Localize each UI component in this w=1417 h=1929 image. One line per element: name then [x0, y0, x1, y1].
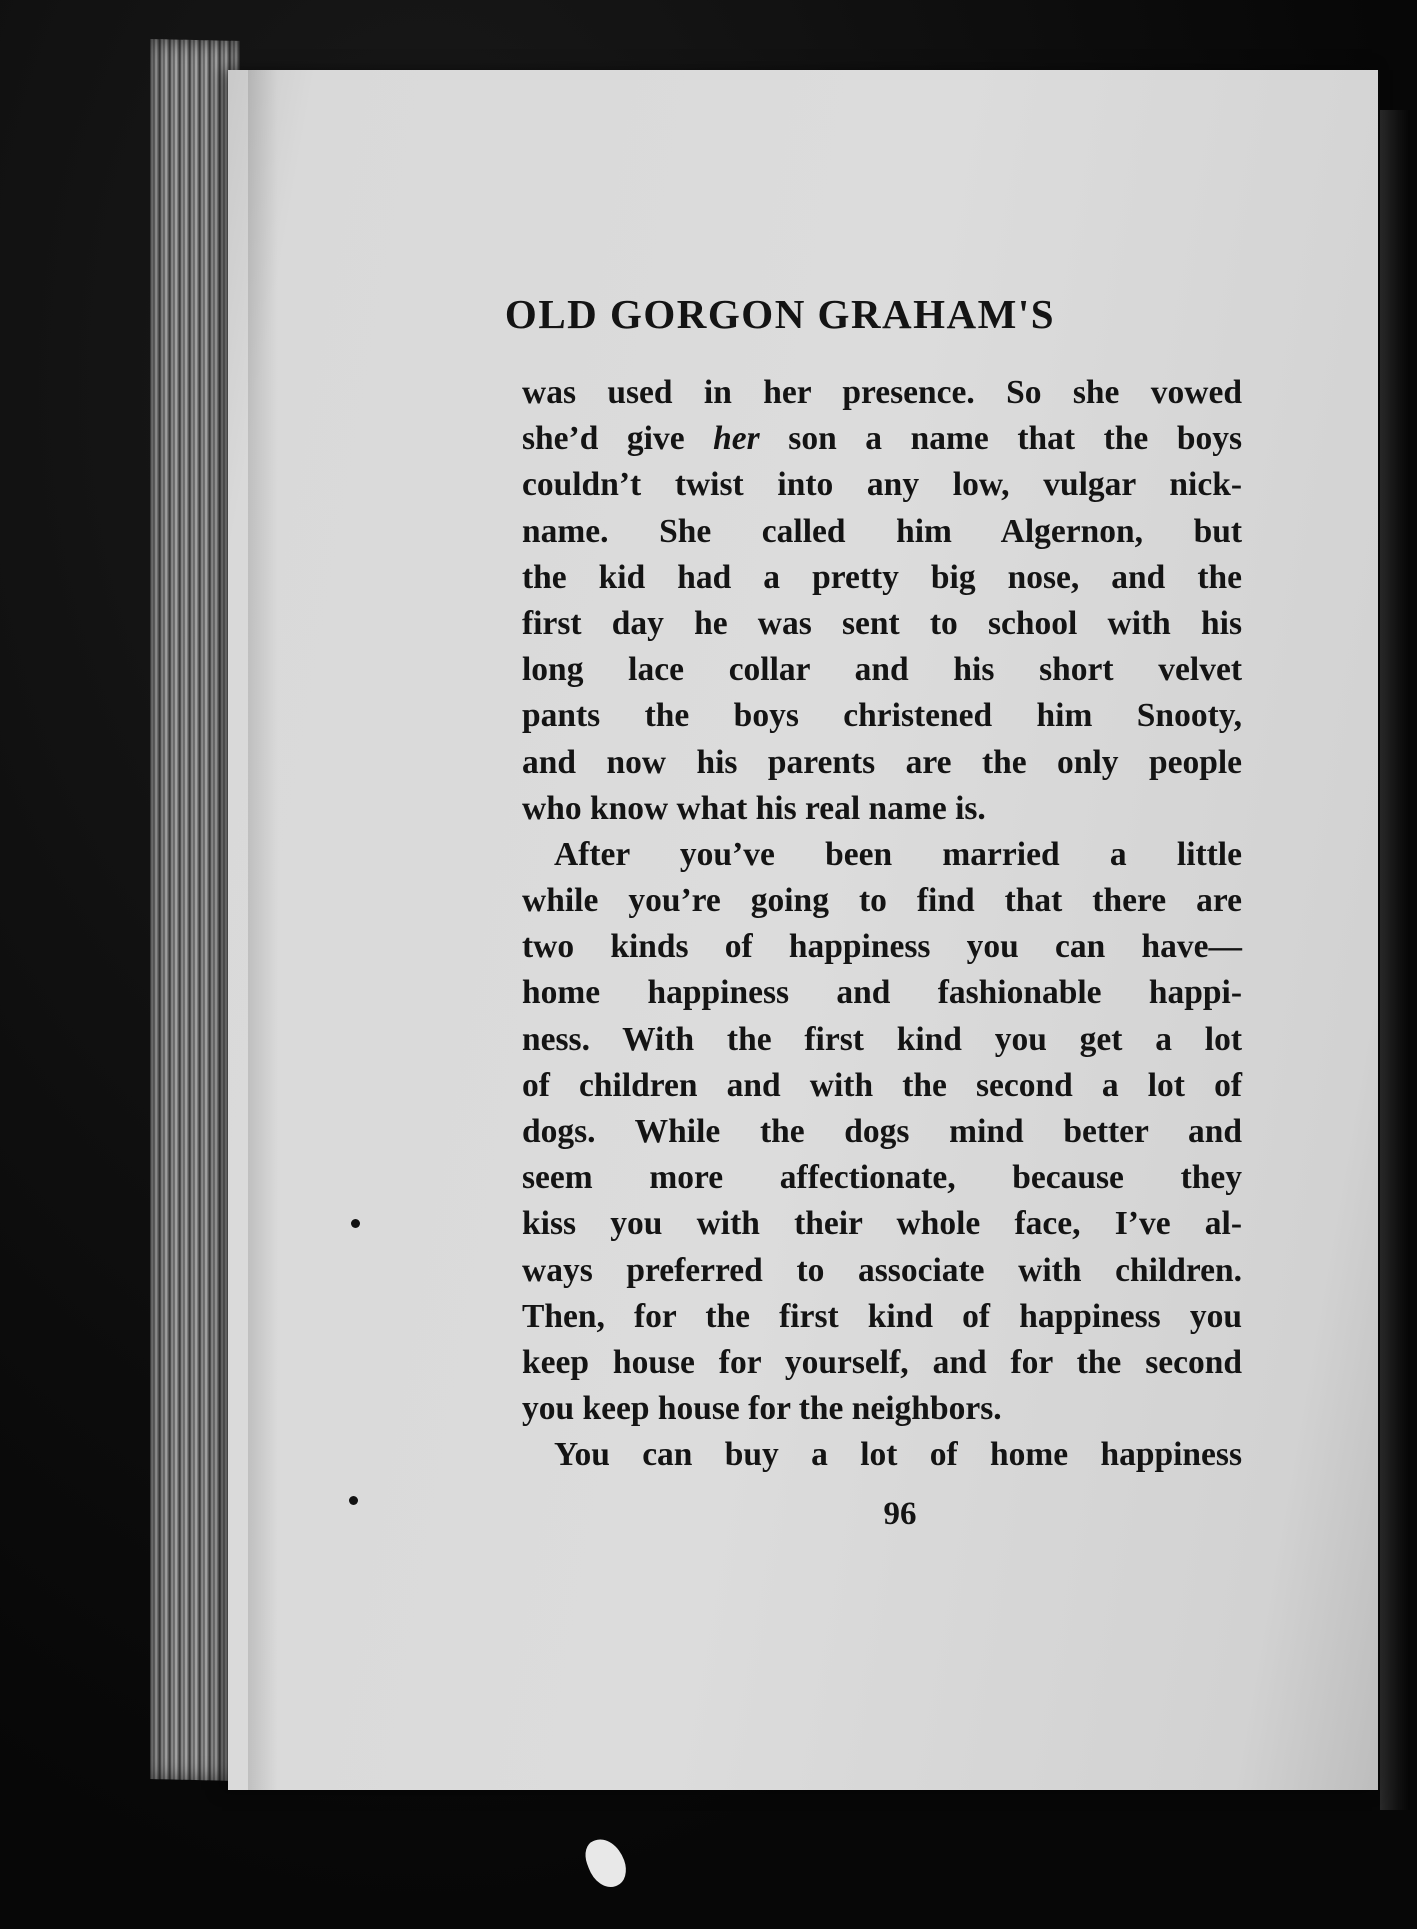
- italic-word: her: [713, 420, 760, 458]
- text-line: two kinds of happiness you can have—: [522, 928, 1242, 966]
- text-line: ways preferred to associate with children.: [522, 1251, 1242, 1289]
- text-line: Then, for the first kind of happiness you: [522, 1297, 1242, 1335]
- text-line: and now his parents are the only people: [522, 743, 1242, 781]
- text-run: she’d give: [522, 420, 714, 458]
- text-line: name. She called him Algernon, but: [522, 512, 1242, 550]
- text-line: couldn’t twist into any low, vulgar nick-: [522, 466, 1242, 504]
- text-line: who know what his real name is.: [522, 789, 986, 827]
- text-line: ness. With the first kind you get a lot: [522, 1020, 1242, 1058]
- text-line: kiss you with their whole face, I’ve al-: [522, 1205, 1242, 1243]
- book-back-cover-edge: [1380, 110, 1410, 1810]
- text-line: keep house for yourself, and for the second: [522, 1343, 1242, 1381]
- text-line: the kid had a pretty big nose, and the: [522, 558, 1242, 596]
- text-line: You can buy a lot of home happiness: [554, 1436, 1242, 1474]
- scan-speck: [349, 1496, 358, 1505]
- text-line: was used in her presence. So she vowed: [522, 374, 1242, 411]
- text-line: pants the boys christened him Snooty,: [522, 697, 1242, 735]
- text-run: son a name that the boys: [759, 420, 1243, 458]
- text-line: you keep house for the neighbors.: [522, 1390, 1002, 1428]
- text-line: dogs. While the dogs mind better and: [522, 1113, 1242, 1150]
- body-text: [522, 370, 1242, 1479]
- running-head: OLD GORGON GRAHAM'S: [504, 291, 1056, 337]
- text-line: After you’ve been married a little: [554, 835, 1242, 873]
- page-number: 96: [883, 1496, 917, 1532]
- text-line: of children and with the second a lot of: [522, 1066, 1242, 1104]
- text-line: long lace collar and his short velvet: [522, 651, 1242, 689]
- text-line: first day he was sent to school with his: [522, 604, 1242, 642]
- text-line: seem more affectionate, because they: [522, 1159, 1242, 1197]
- book-page-edges: [150, 39, 240, 1781]
- text-line: home happiness and fashionable happi-: [522, 974, 1242, 1012]
- text-line: while you’re going to find that there are: [522, 882, 1242, 920]
- scan-speck: [351, 1219, 360, 1228]
- text-line: [522, 416, 1242, 462]
